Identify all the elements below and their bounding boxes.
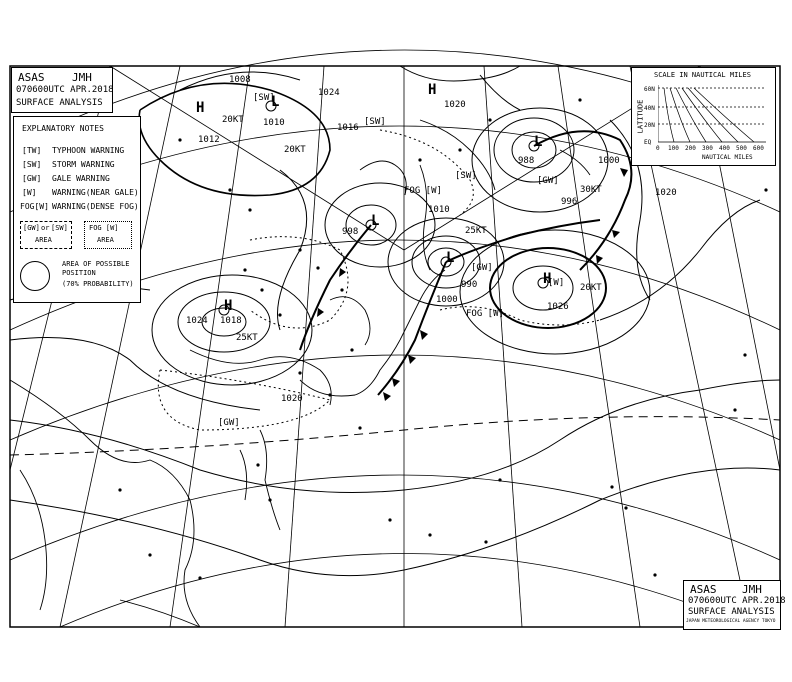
isobar-value-label: 1010 bbox=[428, 205, 450, 215]
isobar-value-label: 1020 bbox=[655, 188, 677, 198]
warning-label: 25KT bbox=[465, 226, 487, 236]
warning-label: [SW] bbox=[364, 117, 386, 127]
legend-area-sw: [SW] bbox=[51, 224, 68, 232]
pressure-center-letter: H bbox=[428, 82, 437, 98]
warning-label: 20KT bbox=[580, 283, 602, 293]
warning-label: [GW] bbox=[218, 418, 240, 428]
warning-label: 25KT bbox=[236, 333, 258, 343]
scale-xtick-300: 300 bbox=[702, 145, 713, 152]
legend-circle-line2: POSITION bbox=[62, 269, 96, 277]
warning-label: 30KT bbox=[580, 185, 602, 195]
legend-title: EXPLANATORY NOTES bbox=[22, 124, 104, 133]
title-station-code: JMH bbox=[72, 71, 92, 84]
warning-label: 20KT bbox=[284, 145, 306, 155]
isobar-value-label: 998 bbox=[342, 227, 359, 237]
scale-ytick-20n: 20N bbox=[644, 122, 655, 129]
scale-ytick-eq: EQ bbox=[644, 139, 652, 146]
footer-station-code: JMH bbox=[742, 583, 762, 596]
scale-xlabel: NAUTICAL MILES bbox=[702, 154, 753, 161]
scale-xtick-200: 200 bbox=[685, 145, 696, 152]
warning-label: FOG [W] bbox=[466, 309, 504, 319]
title-datetime: 070600UTC APR.2018 bbox=[16, 85, 114, 95]
isobar-value-label: 990 bbox=[461, 280, 478, 290]
legend-text-tw: TYPHOON WARNING bbox=[52, 146, 125, 155]
legend-gale-area-sample bbox=[20, 221, 72, 249]
explanatory-notes bbox=[13, 116, 141, 303]
scale-xtick-400: 400 bbox=[719, 145, 730, 152]
legend-area-or: or bbox=[41, 224, 50, 232]
legend-code-tw: [TW] bbox=[22, 146, 42, 155]
legend-fog-area-sample bbox=[84, 221, 132, 249]
scale-xtick-500: 500 bbox=[736, 145, 747, 152]
pressure-center-letter: H bbox=[196, 100, 205, 116]
legend-area-label-left: AREA bbox=[35, 236, 52, 244]
footer-product: SURFACE ANALYSIS bbox=[688, 607, 775, 617]
scale-xtick-100: 100 bbox=[668, 145, 679, 152]
pressure-center-letter: L bbox=[446, 250, 455, 266]
legend-code-fog: FOG[W] bbox=[20, 202, 49, 211]
isobar-value-label: 1018 bbox=[220, 316, 242, 326]
pressure-center-letter: L bbox=[271, 94, 280, 110]
footer-datetime: 070600UTC APR.2018 bbox=[688, 596, 786, 606]
warning-label: [SW] bbox=[253, 93, 275, 103]
legend-probability-circle bbox=[20, 261, 50, 291]
warning-label: [W] bbox=[548, 278, 565, 288]
legend-text-sw: STORM WARNING bbox=[52, 160, 115, 169]
legend-code-sw: [SW] bbox=[22, 160, 42, 169]
isobar-value-label: 1020 bbox=[444, 100, 466, 110]
legend-code-gw: [GW] bbox=[22, 174, 42, 183]
legend-text-w: WARNING(NEAR GALE) bbox=[52, 188, 139, 197]
legend-text-gw: GALE WARNING bbox=[52, 174, 110, 183]
isobar-value-label: 1020 bbox=[281, 394, 303, 404]
isobar-value-label: 1000 bbox=[436, 295, 458, 305]
legend-text-fog: WARNING(DENSE FOG) bbox=[52, 202, 139, 211]
legend-area-gw: [GW] bbox=[23, 224, 40, 232]
isobar-value-label: 1024 bbox=[318, 88, 340, 98]
isobar-value-label: 1016 bbox=[337, 123, 359, 133]
legend-circle-line1: AREA OF POSSIBLE bbox=[62, 260, 130, 268]
isobar-value-label: 1000 bbox=[598, 156, 620, 166]
title-box-bottom bbox=[683, 580, 786, 630]
isobar-value-label: 1010 bbox=[263, 118, 285, 128]
warning-label: FOG [W] bbox=[404, 186, 442, 196]
legend-circle-line3: (70% PROBABILITY) bbox=[62, 280, 134, 288]
footer-agency-code: ASAS bbox=[690, 583, 717, 596]
legend-area-label-right: AREA bbox=[97, 236, 114, 244]
station-marks bbox=[118, 98, 767, 579]
warning-label: [GW] bbox=[471, 263, 493, 273]
scale-ytick-60n: 60N bbox=[644, 86, 655, 93]
warning-label: [SW] bbox=[455, 171, 477, 181]
scale-xtick-600: 600 bbox=[753, 145, 764, 152]
scale-xtick-0: 0 bbox=[656, 145, 660, 152]
scale-title: SCALE IN NAUTICAL MILES bbox=[654, 71, 751, 79]
isobar-value-label: 1008 bbox=[229, 75, 251, 85]
footer-agency-name: JAPAN METEOROLOGICAL AGENCY TOKYO bbox=[686, 619, 776, 624]
isobar-value-label: 988 bbox=[518, 156, 535, 166]
scale-graph bbox=[658, 85, 768, 147]
legend-area-fog: FOG [W] bbox=[89, 224, 119, 232]
title-box-top bbox=[11, 67, 113, 113]
scale-ylabel: LATITUDE bbox=[636, 99, 645, 134]
scale-ytick-40n: 40N bbox=[644, 105, 655, 112]
title-product: SURFACE ANALYSIS bbox=[16, 98, 103, 108]
title-agency-code: ASAS bbox=[18, 71, 45, 84]
nautical-mile-scale bbox=[631, 67, 776, 166]
pressure-center-letter: L bbox=[534, 134, 543, 150]
pressure-center-letter: H bbox=[543, 271, 552, 287]
isobar-value-label: 1026 bbox=[547, 302, 569, 312]
isobar-value-label: 996 bbox=[561, 197, 578, 207]
warning-label: [GW] bbox=[537, 176, 559, 186]
pressure-center-letter: L bbox=[371, 213, 380, 229]
pressure-center-letter: H bbox=[224, 298, 233, 314]
warning-label: 20KT bbox=[222, 115, 244, 125]
isobar-value-label: 1012 bbox=[198, 135, 220, 145]
legend-code-w: [W] bbox=[22, 188, 37, 197]
isobar-value-label: 1024 bbox=[186, 316, 208, 326]
